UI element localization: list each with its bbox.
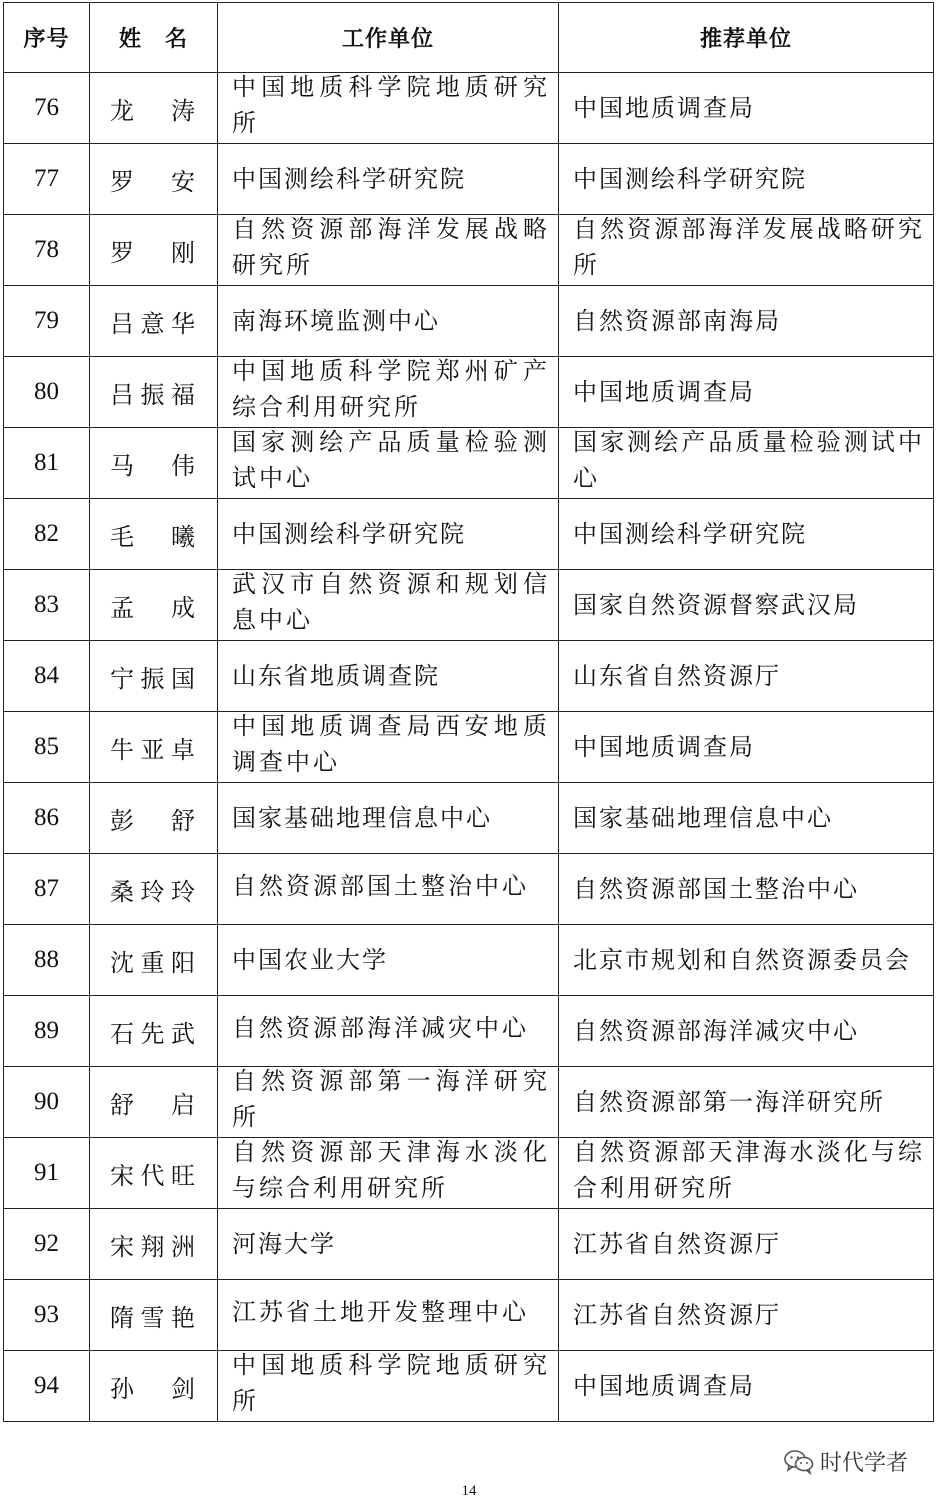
cell-num: 86 xyxy=(4,783,90,854)
cell-rec-text: 中国地质调查局 xyxy=(573,1372,755,1400)
table-row xyxy=(4,357,934,428)
cell-rec xyxy=(559,215,934,286)
cell-org xyxy=(218,1209,559,1280)
cell-name: 宁振国 xyxy=(90,641,218,712)
header-org: 工作单位 xyxy=(218,3,559,73)
cell-rec xyxy=(559,1351,934,1422)
cell-rec xyxy=(559,783,934,854)
cell-org xyxy=(218,428,559,499)
cell-num: 88 xyxy=(4,925,90,996)
cell-num: 90 xyxy=(4,1067,90,1138)
table-header xyxy=(4,3,934,73)
cell-rec-text: 自然资源部天津海水淡化与综合利用研究所 xyxy=(573,1138,925,1202)
wechat-icon xyxy=(784,1449,814,1475)
table-row xyxy=(4,570,934,641)
cell-rec xyxy=(559,73,934,144)
cell-org-text: 中国地质调查局西安地质调查中心 xyxy=(232,712,550,776)
cell-org-text: 中国测绘科学研究院 xyxy=(232,520,466,548)
table-row xyxy=(4,144,934,215)
cell-org-text: 国家测绘产品质量检验测试中心 xyxy=(232,428,550,492)
cell-rec xyxy=(559,712,934,783)
table-row xyxy=(4,73,934,144)
cell-num: 91 xyxy=(4,1138,90,1209)
cell-org xyxy=(218,1351,559,1422)
cell-rec-text: 自然资源部海洋减灾中心 xyxy=(573,1017,859,1045)
cell-num: 93 xyxy=(4,1280,90,1351)
cell-rec-text: 国家测绘产品质量检验测试中心 xyxy=(573,428,925,492)
cell-name: 舒 启 xyxy=(90,1067,218,1138)
header-name: 姓 名 xyxy=(90,3,218,73)
cell-name: 牛亚卓 xyxy=(90,712,218,783)
cell-org xyxy=(218,854,559,925)
header-num: 序号 xyxy=(4,3,90,73)
table-row xyxy=(4,499,934,570)
table-row xyxy=(4,996,934,1067)
cell-rec-text: 中国测绘科学研究院 xyxy=(573,165,807,193)
cell-rec-text: 自然资源部国土整治中心 xyxy=(573,875,859,903)
cell-org-text: 中国地质科学院地质研究所 xyxy=(232,73,550,137)
cell-org xyxy=(218,357,559,428)
table-body xyxy=(4,73,934,1422)
cell-name: 隋雪艳 xyxy=(90,1280,218,1351)
cell-rec xyxy=(559,1067,934,1138)
cell-org xyxy=(218,73,559,144)
personnel-table xyxy=(3,2,934,1422)
cell-rec xyxy=(559,144,934,215)
cell-num: 78 xyxy=(4,215,90,286)
cell-org xyxy=(218,286,559,357)
cell-name: 沈重阳 xyxy=(90,925,218,996)
cell-rec-text: 江苏省自然资源厅 xyxy=(573,1301,781,1329)
table-row xyxy=(4,215,934,286)
table-row xyxy=(4,428,934,499)
cell-num: 89 xyxy=(4,996,90,1067)
page-number: 14 xyxy=(461,1483,477,1499)
cell-org-text: 武汉市自然资源和规划信息中心 xyxy=(232,570,550,634)
cell-org xyxy=(218,215,559,286)
cell-num: 80 xyxy=(4,357,90,428)
cell-org-text: 自然资源部天津海水淡化与综合利用研究所 xyxy=(232,1138,550,1202)
header-rec: 推荐单位 xyxy=(559,3,934,73)
cell-rec-text: 江苏省自然资源厅 xyxy=(573,1230,781,1258)
cell-name: 孟 成 xyxy=(90,570,218,641)
cell-org xyxy=(218,144,559,215)
cell-name: 罗 安 xyxy=(90,144,218,215)
cell-org-text: 自然资源部海洋减灾中心 xyxy=(232,1014,529,1042)
table-row xyxy=(4,1067,934,1138)
cell-rec-text: 国家自然资源督察武汉局 xyxy=(573,591,859,619)
table-row xyxy=(4,1280,934,1351)
cell-org-text: 国家基础地理信息中心 xyxy=(232,804,492,832)
cell-org xyxy=(218,1280,559,1351)
cell-num: 79 xyxy=(4,286,90,357)
cell-rec-text: 自然资源部海洋发展战略研究所 xyxy=(573,215,925,279)
cell-name: 吕意华 xyxy=(90,286,218,357)
cell-rec xyxy=(559,1138,934,1209)
cell-num: 87 xyxy=(4,854,90,925)
cell-num: 82 xyxy=(4,499,90,570)
cell-rec-text: 国家基础地理信息中心 xyxy=(573,804,833,832)
table-row xyxy=(4,783,934,854)
cell-num: 92 xyxy=(4,1209,90,1280)
cell-org-text: 中国地质科学院地质研究所 xyxy=(232,1351,550,1415)
cell-org xyxy=(218,1067,559,1138)
header-row xyxy=(4,3,934,73)
cell-org-text: 江苏省土地开发整理中心 xyxy=(232,1298,529,1326)
cell-rec xyxy=(559,1209,934,1280)
cell-rec-text: 中国地质调查局 xyxy=(573,733,755,761)
table-row xyxy=(4,712,934,783)
cell-rec xyxy=(559,428,934,499)
cell-rec xyxy=(559,925,934,996)
cell-rec xyxy=(559,357,934,428)
cell-org xyxy=(218,712,559,783)
watermark xyxy=(784,1446,908,1477)
cell-name: 宋代旺 xyxy=(90,1138,218,1209)
cell-num: 94 xyxy=(4,1351,90,1422)
cell-rec-text: 自然资源部第一海洋研究所 xyxy=(573,1088,885,1116)
cell-org xyxy=(218,499,559,570)
cell-name: 罗 刚 xyxy=(90,215,218,286)
watermark-text: 时代学者 xyxy=(819,1451,908,1476)
cell-num: 76 xyxy=(4,73,90,144)
table-row xyxy=(4,286,934,357)
table-row xyxy=(4,1209,934,1280)
table-row xyxy=(4,1138,934,1209)
cell-org xyxy=(218,641,559,712)
cell-name: 吕振福 xyxy=(90,357,218,428)
cell-num: 85 xyxy=(4,712,90,783)
table-row xyxy=(4,854,934,925)
cell-rec-text: 自然资源部南海局 xyxy=(573,307,781,335)
cell-org-text: 南海环境监测中心 xyxy=(232,307,440,335)
cell-org xyxy=(218,783,559,854)
cell-name: 孙 剑 xyxy=(90,1351,218,1422)
cell-name: 桑玲玲 xyxy=(90,854,218,925)
cell-name: 彭 舒 xyxy=(90,783,218,854)
cell-org xyxy=(218,570,559,641)
cell-rec xyxy=(559,1280,934,1351)
cell-rec xyxy=(559,286,934,357)
cell-num: 84 xyxy=(4,641,90,712)
cell-name: 石先武 xyxy=(90,996,218,1067)
cell-rec-text: 中国测绘科学研究院 xyxy=(573,520,807,548)
cell-name: 马 伟 xyxy=(90,428,218,499)
table-row xyxy=(4,1351,934,1422)
cell-org xyxy=(218,996,559,1067)
cell-org xyxy=(218,925,559,996)
cell-org-text: 自然资源部第一海洋研究所 xyxy=(232,1067,550,1131)
cell-org-text: 自然资源部海洋发展战略研究所 xyxy=(232,215,550,279)
cell-name: 宋翔洲 xyxy=(90,1209,218,1280)
cell-name: 龙 涛 xyxy=(90,73,218,144)
cell-rec xyxy=(559,996,934,1067)
cell-rec-text: 中国地质调查局 xyxy=(573,94,755,122)
table-row xyxy=(4,641,934,712)
cell-rec xyxy=(559,854,934,925)
cell-org-text: 山东省地质调查院 xyxy=(232,662,440,690)
cell-rec-text: 中国地质调查局 xyxy=(573,378,755,406)
cell-name: 毛 曦 xyxy=(90,499,218,570)
cell-num: 81 xyxy=(4,428,90,499)
cell-num: 83 xyxy=(4,570,90,641)
cell-rec xyxy=(559,641,934,712)
cell-org-text: 河海大学 xyxy=(232,1230,336,1258)
cell-rec-text: 山东省自然资源厅 xyxy=(573,662,781,690)
cell-org xyxy=(218,1138,559,1209)
cell-num: 77 xyxy=(4,144,90,215)
cell-org-text: 中国农业大学 xyxy=(232,946,388,974)
cell-rec xyxy=(559,570,934,641)
table-row xyxy=(4,925,934,996)
cell-rec xyxy=(559,499,934,570)
cell-org-text: 中国地质科学院郑州矿产综合利用研究所 xyxy=(232,357,550,421)
cell-org-text: 中国测绘科学研究院 xyxy=(232,165,466,193)
cell-org-text: 自然资源部国土整治中心 xyxy=(232,872,529,900)
cell-rec-text: 北京市规划和自然资源委员会 xyxy=(573,946,911,974)
